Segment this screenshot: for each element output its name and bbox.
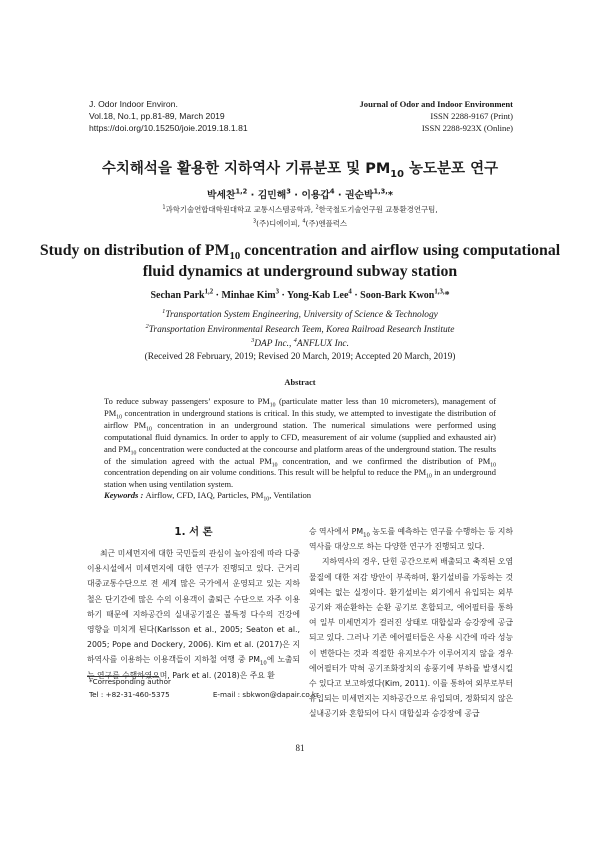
right-column-body [309,524,513,722]
phone-number: Tel : +82-31-460-5375 [89,689,170,699]
corresponding-author-label: *Corresponding author [89,677,171,686]
paragraph: 승 역사에서 $PM_{10}$ 농도를 예측하는 연구를 수행하는 등 지하역사를 대상으로 하는 다양한 연구가 진행되고 있다. [309,527,513,552]
korean-authors: 박세찬$^{1,2}$ · 김민해$^3$ · 이용갑$^4$ · 권순박$^{1,3,}$* [207,187,393,201]
keywords: Keywords : Airflow, CFD, IAQ, Particles, $PM_{10}$, Ventilation [104,490,312,503]
english-title: Study on distribution of $PM_{10}$ concentration and airflow using computational fluid dynamics at underground subway station [39,242,561,280]
issn-print: ISSN 2288-9167 (Print) [430,111,513,121]
doi-link[interactable]: https://doi.org/10.15250/joie.2019.18.1.81 [89,123,248,133]
paragraph: 최근 미세먼지에 대한 국민들의 관심이 높아짐에 따라 다중이용시설에서 미세먼지에 대한 연구가 진행되고 있다. 근거리 대중교통수단으로 전 세계 많은 국가에서 운영되고 있는 지하철은 단기간에 많은 수의 이용객이 출퇴근 수단으로 자주 이용하기 때문에 지하공간의 실내공기질은 불특정 다수의 건강에 영향을 미치게 된다(Karlsson et al., 2005; Seaton et al., 2005; Pope and Dockery, 2006). Kim et al. (2017)은 지하역사를 이용하는 이용객들이 지하철 여행 중 $PM_{10}$에 노출되는 연구를 수행하였으며, Park et al. (2018)은 주요 환 [87,549,300,680]
journal-title: Journal of Odor and Indoor Environment [359,99,513,109]
english-affiliations: $^1$Transportation System Engineering, University of Science & Technology $^2$Transportation Environmental Research Teem, Korea Railroad Research Institute $^3$DAP Inc., $^4$ANFLUX Inc. [145,307,455,350]
journal-header-left [89,98,248,134]
journal-header-right [359,98,513,134]
korean-title: 수치해석을 활용한 지하역사 기류분포 및 $PM_{10}$ 농도분포 연구 [101,161,499,180]
paragraph: 지하역사의 경우, 단힌 공간으로써 배출되고 축적된 오염물질에 대한 저감 방안이 부족하며, 환기설비를 가동하는 것 외에는 없는 실정이다. 환기설비는 외기에서 유입되는 외부 공기와 재순환하는 순환 공기로 혼합되고, 에어필터를 통하여 일부 미세먼지가 걸러진 상태로 대합실과 승강장에 공급되고 있다. 그러나 기존 에어필터들은 사용 시간에 따라 성능이 변한다는 것과 적절한 유지보수가 이루어지지 않을 경우 에어필터가 막혀 공기조화장치의 송풍기에 부하를 발생시킬 수 있다고 보고하였다(Kim, 2011). 이를 통하여 외부로부터 유입되는 미세먼지는 지하공간으로 유입되며, 정화되지 않은 실내공기와 혼합되어 다시 대합실과 승강장에 공급 [309,557,513,719]
korean-affiliations: $^1$과학기술연합대학원대학교 교통시스템공학과, $^2$한국철도기술연구원 교통환경연구팀, $^3$(주)디에이피, $^4$(주)엔플럭스 [162,204,438,228]
section-heading-introduction: 1. 서 론 [174,526,213,538]
page-number: 81 [295,743,305,753]
english-authors: Sechan Park$^{1,2}$ · Minhae Kim$^3$ · Yong-Kab Lee$^4$ · Soon-Bark Kwon$^{1,3,}$* [150,288,450,301]
abstract-text: To reduce subway passengers’ exposure to $PM_{10}$ (particulate matter less than 10 micrometers), management of $PM_{10}$ concentration in underground stations is critical. In this study, we attempted to investigate the distribution of airflow $PM_{10}$ concentration in an underground station. The numerical simulations were performed using computational fluid dynamics. In order to apply to CFD, measurement of air volume (supplied and exhausted air) and $PM_{10}$ concentration were conducted at the concourse and platform areas of the underground station. The results of the simulation agreed with the actual $PM_{10}$ concentration, and we confirmed the distribution of $PM_{10}$ concentration depending on air volume conditions. This result will be helpful to reduce the $PM_{10}$ in an underground station when using ventilation system. [104,396,497,490]
received-dates: (Received 28 February, 2019; Revised 20 March, 2019; Accepted 20 March, 2019) [144,352,456,362]
issn-online: ISSN 2288-923X (Online) [421,123,513,133]
abstract-heading: Abstract [284,378,316,387]
journal-abbrev: J. Odor Indoor Environ. [89,99,178,109]
left-column-body [87,546,300,683]
email-address[interactable]: E-mail : sbkwon@dapair.co.kr [212,689,319,699]
footnote [89,676,319,701]
volume-info: Vol.18, No.1, pp.81-89, March 2019 [89,111,225,121]
